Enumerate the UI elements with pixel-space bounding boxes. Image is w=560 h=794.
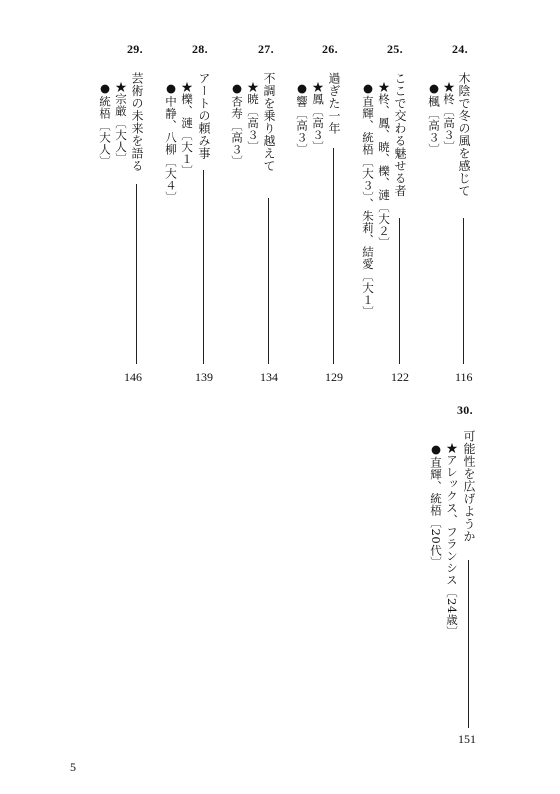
entry-title: 木陰で冬の風を感じて <box>457 72 471 197</box>
entry-number: 25. <box>387 42 403 56</box>
entry-characters-dot: ●杏寿〔高３〕 <box>230 81 244 168</box>
leader-line <box>468 560 469 728</box>
entry-characters-dot: ●響〔高３〕 <box>295 81 309 156</box>
page-number: 129 <box>325 370 343 384</box>
entry-characters-star: ★柊〔高３〕 <box>442 81 456 153</box>
entry-characters-star: ★櫟、漣〔大１〕 <box>180 81 194 177</box>
entry-title: アートの頼み事 <box>197 72 211 160</box>
page-number: 134 <box>260 370 278 384</box>
page-number: 146 <box>124 370 142 384</box>
entry-characters-star: ★宗厳〔大人〕 <box>114 81 128 165</box>
entry-number: 30. <box>457 403 473 417</box>
entry-characters-star: ★柊、鳳、暁、櫟、漣〔大２〕 <box>377 81 391 249</box>
entry-number: 27. <box>258 42 274 56</box>
entry-characters-dot: ●楓〔高３〕 <box>427 81 441 156</box>
entry-characters-star: ★アレックス、フランシス〔24歳〕 <box>445 442 459 638</box>
entry-characters-dot: ●統梧〔大人〕 <box>98 81 112 168</box>
entry-title: 不調を乗り越えて <box>262 72 276 172</box>
entry-title: ここで交わる魅せる者 <box>393 72 407 197</box>
entry-title: 過ぎた一年 <box>327 72 341 135</box>
entry-characters-dot: ●直輝、統梧〔大３〕、朱莉、結愛〔大１〕 <box>361 81 375 318</box>
entry-number: 24. <box>452 42 468 56</box>
entry-number: 26. <box>322 42 338 56</box>
entry-number: 29. <box>127 42 143 56</box>
page-number: 139 <box>195 370 213 384</box>
entry-number: 28. <box>192 42 208 56</box>
entry-characters-dot: ●直輝、統梧〔20代〕 <box>429 442 443 569</box>
page-number: 122 <box>391 370 409 384</box>
folio-page-number: 5 <box>70 760 76 774</box>
entry-characters-star: ★暁〔高３〕 <box>246 81 260 153</box>
entry-characters-star: ★鳳〔高３〕 <box>311 81 325 153</box>
entry-characters-dot: ●中静、八柳〔大４〕 <box>164 81 178 204</box>
page-number: 116 <box>455 370 473 384</box>
entry-title: 芸術の未来を語る <box>130 72 144 172</box>
page-number: 151 <box>458 732 476 746</box>
entry-title: 可能性を広げようか <box>462 430 476 543</box>
